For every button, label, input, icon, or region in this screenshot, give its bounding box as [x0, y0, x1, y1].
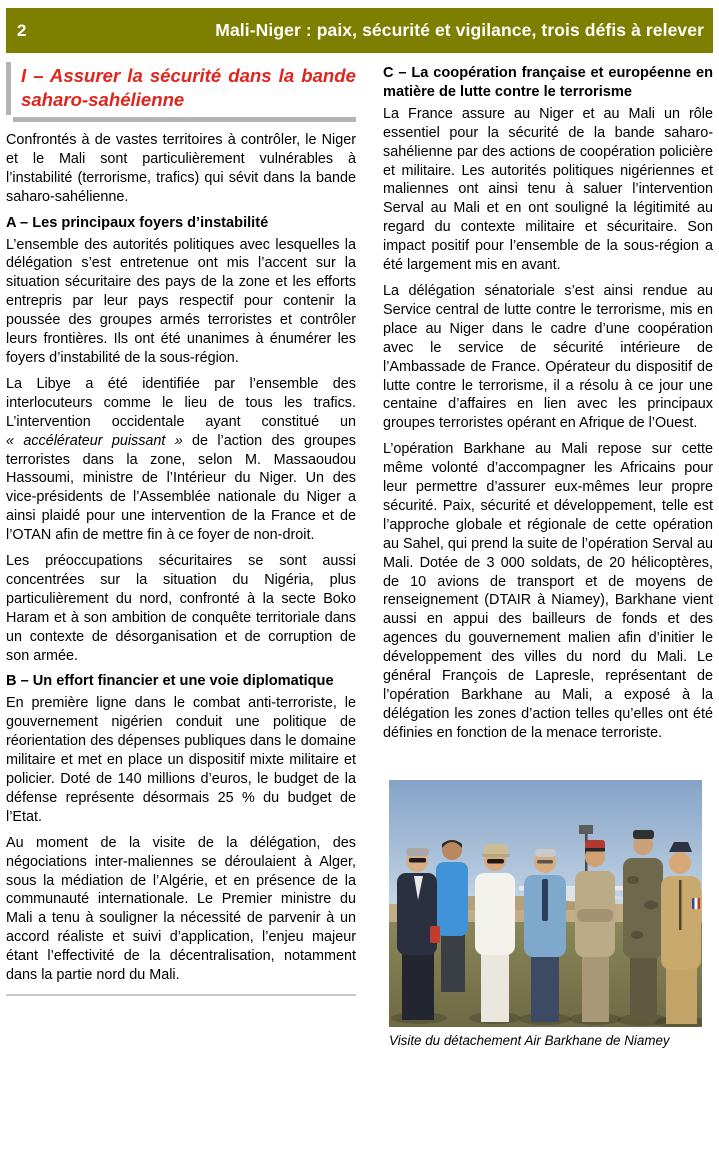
paragraph-nigeria: Les préoccupations sécuritaires se sont aussi concentrées sur la situation du Nigéria, plus particulièrement du nord, confronté à la secte Boko Haram et à son ambition de conquête territoriale dans un contexte de désorganisation et de corruption de son armée.	[6, 553, 356, 664]
paragraph-counterterrorism-service: La délégation sénatoriale s’est ainsi rendue au Service central de lutte contre le terrorisme, mis en place au Niger dans le cadre d’une coopération avec le service de sécurité intérieure de l’Ambassade de France. Opérateur du dispositif de lutte contre le terrorisme, il a résolu à ce jour une centaine d’affaires en lien avec les principaux groupes terroristes opérant en Afrique de l’Ouest.	[383, 282, 713, 432]
paragraph-libya-pre: La Libye a été identifiée par l’ensemble des interlocuteurs comme le lieu de tous les trafics. L’intervention occidentale ayant constitué un	[6, 375, 356, 430]
paragraph-budget: En première ligne dans le combat anti-terroriste, le gouvernement nigérien conduit une politique de réorientation des dépenses publiques dans le domaine militaire et met en place un dispositif mixte militaire et policier. Doté de 140 millions d’euros, le budget de la défense représente désormais 25 % du budget de l’Etat.	[6, 695, 356, 825]
photo-caption: Visite du détachement Air Barkhane de Niamey	[389, 1032, 670, 1048]
two-column-layout	[6, 62, 713, 1049]
paragraph-libya	[6, 375, 356, 545]
paragraph-france-cooperation: La France assure au Niger et au Mali un rôle essentiel pour la sécurité de la bande saharo-sahélienne par des actions de coopération policière et militaire. Les autorités politiques nigériennes et maliennes ont ainsi tenu à saluer l’intervention Serval au Mali et en ont souligné la légitimité au regard du contexte militaire et sécuritaire. Son impact positif pour l’ensemble de la sous-région a été largement mis en avant.	[383, 105, 713, 274]
paragraph-negotiations: Au moment de la visite de la délégation, des négociations inter-maliennes se déroulaient à Alger, sous la médiation de l’Algérie, et en présence de la communauté internationale. Le Premier ministre du Mali a tenu à souligner la nécessité de parvenir à un accord réaliste et suivi d’application, l’enjeu majeur étant l’effectivité de la décentralisation, notamment dans la partie nord du Mali.	[6, 834, 356, 984]
photo-figure	[389, 780, 702, 1049]
paragraph-operation-barkhane: L’opération Barkhane au Mali repose sur cette même volonté d’accompagner les Africains pour leur permettre d’assurer eux-mêmes leur propre sécurité. Paix, sécurité et développement, telle est l’approche globale et régionale de cette opération au Sahel, qui prend la suite de l’opération Serval au Mali. Dotée de 3 000 soldats, de 20 hélicoptères, de 10 avions de transport et de moyens de renseignement (DTAIR à Niamey), Barkhane vient aussi en appui des bailleurs de fonds et des agences du gouvernement malien afin d’initier le développement des villes du nord du Mali. Le général François de Lapresle, représentant de l’opération Barkhane au Mali, a exposé à la délégation les zones d’action telles qu’elles ont été définies en fonction de la menace terroriste.	[383, 441, 713, 741]
subsection-b-heading: B – Un effort financier et une voie diplomatique	[6, 673, 334, 690]
paragraph-instability: L’ensemble des autorités politiques avec lesquelles la délégation s’est entretenue ont mis l’accent sur la situation sécuritaire des pays de la zone et les efforts entrepris par leur pays respectif pour contenir la poussée des groupes armés terroristes et contrôler leurs frontières. Ils ont été unanimes à énumérer les foyers d’instabilité de la sous-région.	[6, 236, 356, 366]
paragraph-libya-post: de l’action des groupes terroristes dans la zone, selon M. Massaoudou Hassoumi, ministre de l’Intérieur du Niger. Un des vice-présidents de l’Assemblée nationale du Niger a ainsi plaidé pour une intervention de la France et de l’OTAN afin de mettre fin à ce foyer de non-droit.	[6, 432, 356, 544]
page-header-bar	[6, 8, 713, 53]
left-column-bottom-rule	[6, 994, 356, 996]
section-1-heading-box	[6, 62, 356, 115]
subsection-a-heading: A – Les principaux foyers d’instabilité	[6, 214, 269, 231]
page-title: Mali-Niger : paix, sécurité et vigilance, trois défis à relever	[215, 20, 704, 40]
barkhane-visit-photo	[389, 780, 702, 1027]
left-column	[6, 62, 356, 1049]
page-number: 2	[17, 20, 27, 40]
right-column	[383, 62, 713, 1049]
subsection-c-heading: C – La coopération française et européenne en matière de lutte contre le terrorisme	[383, 65, 713, 100]
intro-paragraph: Confrontés à de vastes territoires à contrôler, le Niger et le Mali sont particulièrement vulnérables à l’instabilité (terrorisme, trafics) qui sévit dans la bande saharo-sahélienne.	[6, 132, 356, 205]
paragraph-libya-quote: « accélérateur puissant »	[6, 432, 183, 449]
section-1-heading-rule	[13, 117, 356, 122]
section-1-heading: I – Assurer la sécurité dans la bande saharo-sahélienne	[21, 65, 356, 110]
